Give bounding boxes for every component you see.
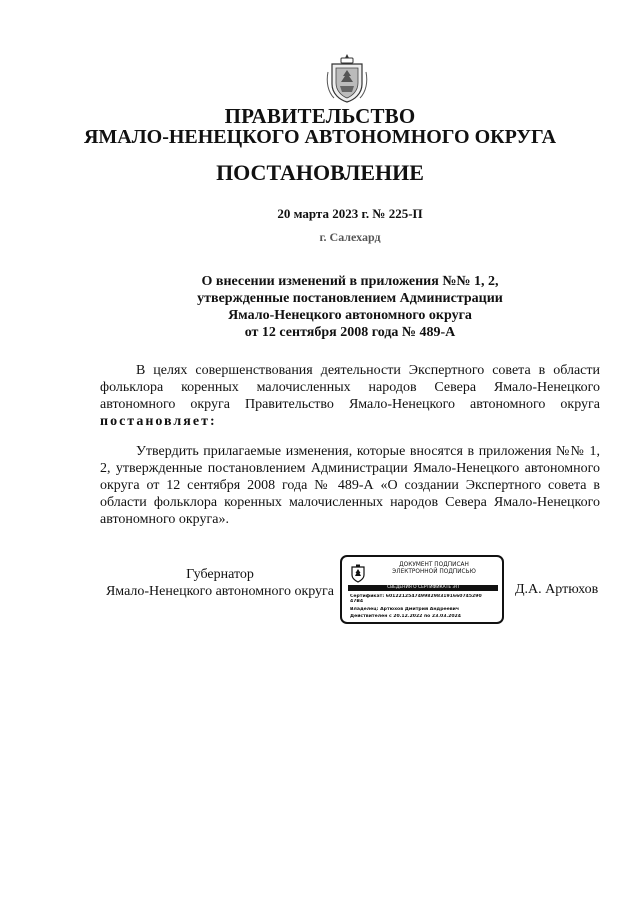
- signatory-name: Д.А. Артюхов: [515, 582, 599, 597]
- org-name-line2: ЯМАЛО-НЕНЕЦКОГО АВТОНОМНОГО ОКРУГА: [83, 126, 557, 148]
- document-subject: [120, 273, 580, 341]
- signatory-title: [95, 566, 345, 600]
- stamp-cert-header: СВЕДЕНИЯ О СЕРТИФИКАТЕ ЭП: [348, 585, 498, 591]
- stamp-validity: Действителен с 20.12.2022 по 23.03.2024: [350, 614, 461, 619]
- subject-line: Ямало-Ненецкого автономного округа: [228, 308, 472, 323]
- coat-of-arms-emblem: [326, 52, 368, 104]
- stamp-certificate: Сертификат: 601221254749982983191660745290: [350, 594, 482, 599]
- stamp-title: [370, 562, 498, 577]
- org-name-line1: ПРАВИТЕЛЬСТВО: [224, 104, 416, 128]
- signatory-title-line1: Губернатор: [186, 567, 254, 582]
- subject-line: утвержденные постановлением Администрации: [197, 291, 503, 306]
- document-type: ПОСТАНОВЛЕНИЕ: [216, 160, 424, 185]
- decision-paragraph: [100, 443, 600, 528]
- stamp-owner: Владелец: Артюхов Дмитрий Андреевич: [350, 607, 460, 612]
- date-and-number: 20 марта 2023 г. № 225-П: [277, 206, 423, 221]
- preamble-text: В целях совершенствования деятельности Экспертного совета в области фольклора коренных малочисленных народов Севера Ямало-Ненецкого автономного округа Правительство Ямало-Ненецкого автономного округа: [100, 363, 600, 412]
- decree-word: постановляет:: [100, 414, 217, 429]
- stamp-title-line1: ДОКУМЕНТ ПОДПИСАН: [399, 562, 469, 568]
- subject-line: от 12 сентября 2008 года № 489-А: [244, 325, 456, 340]
- stamp-certificate-cont: 47B4: [350, 599, 364, 604]
- preamble-paragraph: [100, 362, 600, 430]
- signatory-title-line2: Ямало-Ненецкого автономного округа: [105, 584, 335, 599]
- stamp-title-line2: ЭЛЕКТРОННОЙ ПОДПИСЬЮ: [392, 569, 476, 576]
- subject-line: О внесении изменений в приложения №№ 1, 2,: [201, 274, 499, 289]
- decision-text: Утвердить прилагаемые изменения, которые вносятся в приложения №№ 1, 2, утвержденные постановлением Администрации Ямало-Ненецкого автономного округа от 12 сентября 2008 года № 489-А «О создании Экспертного совета в области фольклора коренных малочисленных народов Севера Ямало-Ненецкого автономного округа».: [100, 444, 600, 527]
- stamp-emblem-icon: [350, 564, 366, 583]
- city: г. Салехард: [319, 230, 381, 244]
- electronic-signature-stamp: [340, 555, 504, 624]
